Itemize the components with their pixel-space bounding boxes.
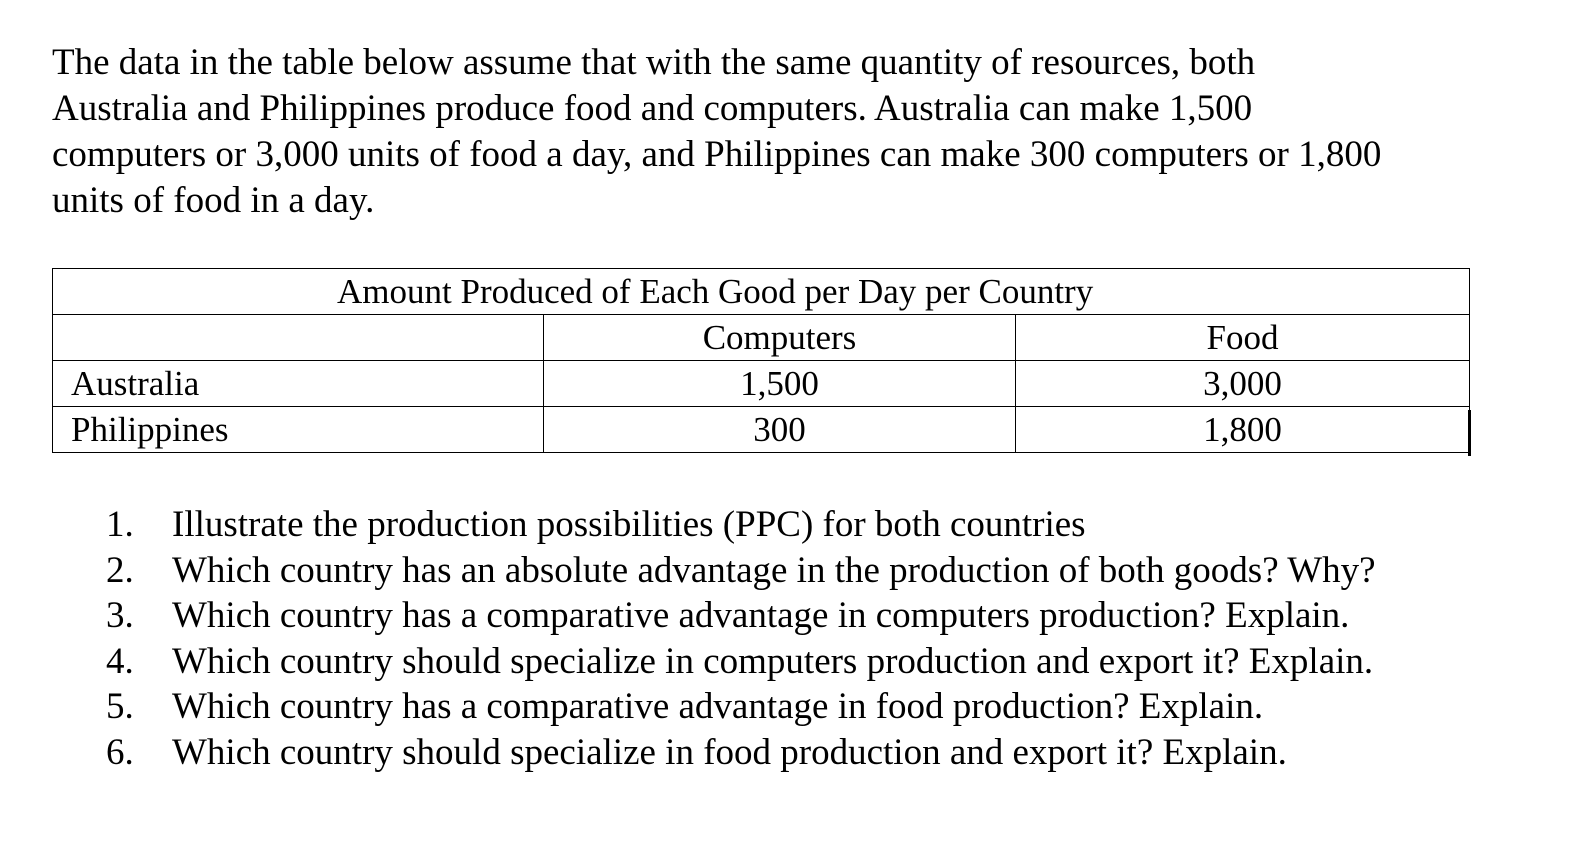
table-title: Amount Produced of Each Good per Day per Country (53, 269, 1470, 315)
list-item (106, 684, 1376, 730)
questions-list (106, 502, 1376, 775)
production-table (52, 268, 1470, 453)
question-number: 1. (106, 504, 134, 545)
country-cell: Australia (53, 361, 544, 407)
question-text: Illustrate the production possibilities (PPC) for both countries (172, 504, 1086, 545)
list-item (106, 548, 1376, 594)
question-number: 2. (106, 549, 134, 591)
intro-line: The data in the table below assume that with the same quantity of resources, both (52, 42, 1256, 83)
food-cell: 1,800 (1016, 407, 1470, 453)
header-food: Food (1016, 315, 1470, 361)
header-empty-cell (53, 315, 544, 361)
table-row (53, 361, 1470, 407)
table-border-mark (1468, 410, 1471, 456)
question-text: Which country has a comparative advantage in computers production? Explain. (172, 595, 1350, 636)
question-text: Which country has a comparative advantage in food production? Explain. (172, 686, 1264, 727)
list-item (106, 593, 1376, 639)
question-text: Which country has an absolute advantage in the production of both goods? Why? (172, 549, 1376, 591)
list-item (106, 639, 1376, 685)
list-item (106, 502, 1376, 548)
table-header-row (53, 315, 1470, 361)
question-text: Which country should specialize in computers production and export it? Explain. (172, 640, 1374, 682)
table-row (53, 407, 1470, 453)
header-computers: Computers (544, 315, 1016, 361)
intro-line: computers or 3,000 units of food a day, and Philippines can make 300 computers or 1,800 (52, 134, 1382, 175)
table-title-row (53, 269, 1470, 315)
question-number: 5. (106, 686, 134, 727)
intro-line: units of food in a day. (52, 180, 375, 221)
list-item (106, 730, 1376, 776)
question-number: 4. (106, 640, 134, 682)
intro-paragraph (52, 40, 1492, 224)
country-cell: Philippines (53, 407, 544, 453)
food-cell: 3,000 (1016, 361, 1470, 407)
question-number: 3. (106, 595, 134, 636)
question-text: Which country should specialize in food production and export it? Explain. (172, 731, 1287, 773)
computers-cell: 300 (544, 407, 1016, 453)
intro-line: Australia and Philippines produce food and computers. Australia can make 1,500 (52, 88, 1253, 129)
question-number: 6. (106, 731, 134, 773)
computers-cell: 1,500 (544, 361, 1016, 407)
